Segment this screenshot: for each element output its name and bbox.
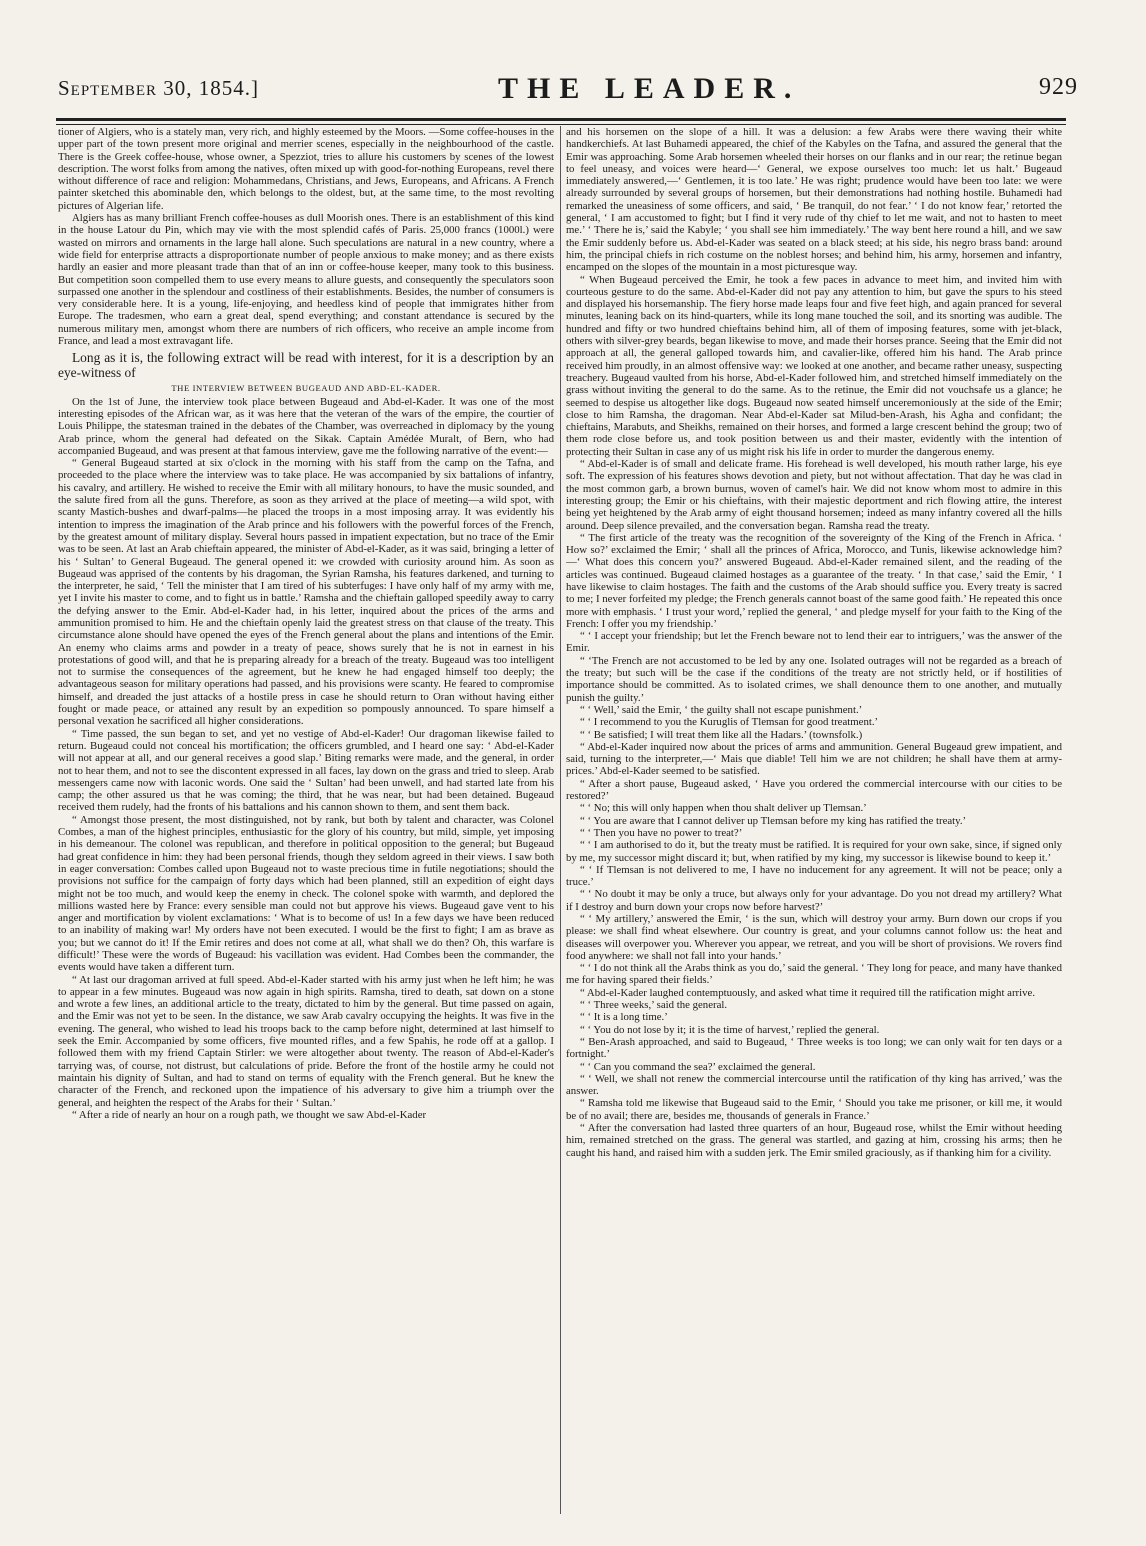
paragraph: “ ‘ Can you command the sea?’ exclaimed the general. (580, 1060, 816, 1073)
paragraph: “ The first article of the treaty was the recognition of the sovereignty of the King of the French in Africa. ‘ How so?’ exclaimed the Emir; ‘ shall all the princes of Africa, Morocco, and Tunis, likewise acknowledge him?—‘ What does this concern you?’ answered Bugeaud. Abd-el-Kader remained silent, and the reading of the articles was continued. Bugeaud claimed hostages as a guarantee of the treaty. ‘ In that case,’ said the Emir, ‘ I have likewise to claim hostages. The faith and the customs of the Arab should suffice you. Every treaty is sacred to me; I never forfeited my pledge; the French generals cannot boast of the same good faith.’ He repeated this once more with emphasis. ‘ I trust your word,’ replied the general, ‘ and pledge myself for your faith to the King of the French: I offer you my friendship.’ (566, 531, 1062, 630)
paragraph: “ ‘ You do not lose by it; it is the time of harvest,’ replied the general. (580, 1023, 880, 1036)
paragraph: “ ‘ My artillery,’ answered the Emir, ‘ is the sun, which will destroy your army. Burn down our crops if you please: we shall find wheat elsewhere. Our country is great, and your columns cannot follow us: the heat and diseases will overpower you. Wherever you appear, we retreat, and you will be short of provisions. We rovers find food anywhere: we shall not fall into your hands.’ (566, 913, 1062, 962)
newspaper-title: THE LEADER. (498, 72, 801, 105)
paragraph: “ Abd-el-Kader laughed contemptuously, and asked what time it required till the ratification might arrive. (580, 986, 1036, 999)
paragraph: “ ‘ Well, we shall not renew the commercial intercourse until the ratification of thy king has arrived,’ was the answer. (566, 1072, 1062, 1098)
left-column (58, 126, 554, 1516)
paragraph: “ ‘ I accept your friendship; but let the French beware not to lend their ear to intriguers,’ was the answer of the Emir. (566, 630, 1062, 655)
lead-paragraph: Long as it is, the following extract will be read with interest, for it is a description by an eye-witness of (58, 350, 554, 381)
paragraph: “ After the conversation had lasted three quarters of an hour, Bugeaud rose, whilst the Emir without heeding him, remained stretched on the grass. The general was startled, and gazing at him, crossing his arms; then he caught his hand, and raised him with a sudden jerk. The Emir smiled graciously, as if thanking him for a civility. (566, 1122, 1062, 1159)
paragraph: “ ‘The French are not accustomed to be led by any one. Isolated outrages will not be regarded as a breach of the treaty; but such will be the case if the conditions of the treaty are not strictly held, or if hostilities of importance should be committed. As to isolated crimes, we shall denounce them to one another, and mutually punish the guilty.’ (566, 654, 1062, 704)
paragraph: “ Ben-Arash approached, and said to Bugeaud, ‘ Three weeks is too long; we can only wait for ten days or a fortnight.’ (566, 1035, 1062, 1061)
paragraph: “ ‘ It is a long time.’ (580, 1011, 668, 1024)
paragraph: “ ‘ I do not think all the Arabs think as you do,’ said the general. ‘ They long for peace, and many have thanked me for having spared their fields.’ (566, 962, 1062, 987)
article-subheading: THE INTERVIEW BETWEEN BUGEAUD AND ABD-EL-KADER. (171, 383, 441, 394)
page-number: 929 (1039, 74, 1078, 100)
paragraph: “ ‘ No doubt it may be only a truce, but always only for your advantage. Do you not dread my artillery? What if I destroy and burn down your crops now before harvest?’ (566, 888, 1062, 913)
paragraph: “ When Bugeaud perceived the Emir, he took a few paces in advance to meet him, and invited him with courteous gesture to do the same. Abd-el-Kader did not pay any attention to him, but gave the spurs to his steed and displayed his horsemanship. The fiery horse made leaps four and five feet high, and again pranced for several minutes, leaning back on its hind-quarters, while its long mane touched the soil, and its snorting was audible. The hundred and fifty or two hundred chieftains behind him, all of them of imposing features, some with jet-black, others with silver-grey beards, began likewise to move, and made their horses prance. Seeing that the Emir did not approach at all, the general galloped towards him, and cavalier-like, offered him his hand. The Arab prince received him proudly, in an almost offensive way: we looked at one another, and became rather uneasy, suspecting treachery. Bugeaud vaulted from his horse, Abd-el-Kader followed him, and stretched himself immediately on the grass without inviting the general to do the same. As to the retinue, the Emir did not vouchsafe us a glance; he seemed to despise us altogether like dogs. Bugeaud now seated himself unceremoniously at the side of the Emir; close to him Ramsha, the dragoman. Near Abd-el-Kader sat Milud-ben-Arash, his Agha and confidant; the chieftains, Marabuts, and Sheikhs, remained on their horses, and formed a large crescent behind the group; two of them rode close before us, and took position between us and their master, evidently with the intention of protecting their Sultan in case any of us might risk his life in order to murder the dangerous enemy. (566, 273, 1062, 458)
paragraph: “ ‘ I am authorised to do it, but the treaty must be ratified. It is required for your own sake, since, if signed only by me, my successor might discard it; but, when ratified by my king, my successor is likewise bound to keep it.’ (566, 839, 1062, 864)
paragraph: “ Ramsha told me likewise that Bugeaud said to the Emir, ‘ Should you take me prisoner, or kill me, it would be of no avail; there are, besides me, thousands of generals in France.’ (566, 1097, 1062, 1122)
paragraph: Algiers has as many brilliant French coffee-houses as dull Moorish ones. There is an establishment of this kind in the house Latour du Pin, which may vie with the most splendid cafés of Paris. 25,000 francs (1000l.) were wasted on mirrors and ornaments in the large hall alone. Such speculations are natural in a new country, where a wide field for enterprise attracts a disproportionate number of people anxious to make money; and as there exists hardly an easier and more pleasant trade than that of an inn or coffee-house keeper, many took to this business. But competition soon compelled them to use every means to allure guests, and consequently the speculators soon surpassed one another in the splendour and costliness of their establishments. Besides, the number of consumers is very considerable here. It is a young, life-enjoying, and heedless kind of people that immigrates hither from Europe. The tradesmen, who earn a great deal, spend everything; and constant attendance is secured by the numerous military men, amongst whom there are numbers of rich officers, who receive an ample income from France, and lead a most extravagant life. (58, 212, 554, 348)
page-header (58, 72, 1078, 106)
paragraph: On the 1st of June, the interview took place between Bugeaud and Abd-el-Kader. It was one of the most interesting episodes of the African war, as it was here that the veteran of the wars of the empire, the courtier of Louis Philippe, the statesman trained in the debates of the Chamber, was overreached in diplomacy by the young Arab prince, whom the general had defeated on the Sikak. Captain Amédée Muralt, of Bern, who had accompanied Bugeaud, and was present at that famous interview, gave me the following narrative of the event:— (58, 395, 554, 457)
paragraph: “ ‘ No; this will only happen when thou shalt deliver up Tlemsan.’ (580, 802, 867, 815)
paragraph: “ Abd-el-Kader is of small and delicate frame. His forehead is well developed, his mouth rather large, his eye soft. The expression of his features shows devotion and piety, but not without affectation. That day he was clad in the most common garb, a brown burnus, woven of camel's hair. We did not know whom most to admire in this interesting group; the Emir or his chieftains, with their majestic deportment and rich flowing attire, the interest being yet heightened by the Arab army of eight thousand horsemen; indeed as many infantry covered all the hills around. Deep silence prevailed, and the conversation began. Ramsha read the treaty. (566, 458, 1062, 532)
paragraph: “ General Bugeaud started at six o'clock in the morning with his staff from the camp on the Tafna, and proceeded to the place where the interview was to take place. He was accompanied by six battalions of infantry, his cavalry, and artillery. He wished to receive the Emir with all military honours, to have the music sounded, and the salute fired from all the guns. Therefore, as soon as they arrived at the place of meeting—a wild spot, with scanty Mastich-bushes and dwarf-palms—he placed the troops in a most imposing array. It was evidently his intention to impress the imagination of the Arab prince and his followers with the powerful forces of the French, by the greatest amount of military display. Several hours passed in impatient expectation, but no trace of the Emir was to be seen. At last an Arab chieftain appeared, the minister of Abd-el-Kader, as it was said, bringing a letter of his ‘ Sultan’ to General Bugeaud. The general opened it: we crowded with curiosity around him. As soon as Bugeaud was apprised of the contents by his dragoman, the Syrian Ramsha, his features darkened, and turning to the interpreter, he said, ‘ Tell the minister that I am tired of his subterfuges: I have only half of my army with me, yet I invite his master to come, and to fight us in battle.’ Ramsha and the chieftain galloped speedily away to carry the defying answer to the Emir. Abd-el-Kader had, in his letter, inquired about the prices of the arms and ammunition promised to him. He and the chieftain openly laid the greatest stress on that clause of the treaty. This circumstance alone should have opened the eyes of the French general about the plans and intentions of the Emir. An enemy who claims arms and powder in a treaty of peace, shows surely that he is not in earnest in his protestations of good will, and that he is preparing already for a breach of the treaty. Bugeaud was too intelligent not to surmise the consequences of the agreement, but he knew he had engaged himself too deeply; the advantageous season for military operations had passed, and his provisions were scanty. He feared to compromise himself, and dreaded the just attacks of a hostile press in case he should return to Oran without having either fought or made peace, or attained any result by an expedition so pompously announced. To spare himself a personal vexation he sacrificed all higher considerations. (58, 457, 554, 728)
paragraph: tioner of Algiers, who is a stately man, very rich, and highly esteemed by the Moors. —Some coffee-houses in the upper part of the town present more original and merrier scenes, especially in the neighbourhood of the castle. There is the Greek coffee-house, whose owner, a Spezziot, tries to allure his customers by scenes of the lowest description. The worst folks from among the natives, often mixed up with good-for-nothing Europeans, revel there without difference of race and religion: Mohammedans, Christians, and Jews, Europeans, and Africans. A French painter sketched this abominable den, which belongs to the oldest, but, at the same time, to the most revolting pictures of Algerian life. (58, 126, 554, 212)
column-divider (560, 126, 561, 1514)
paragraph: “ Abd-el-Kader inquired now about the prices of arms and ammunition. General Bugeaud grew impatient, and said, turning to the interpreter,—‘ Mais que diable! Tell him we are not children; he shall have them at army-prices.’ Abd-el-Kader seemed to be satisfied. (566, 740, 1062, 778)
paragraph: “ ‘ If Tlemsan is not delivered to me, I have no inducement for any agreement. It will not be peace; only a truce.’ (566, 863, 1062, 889)
paragraph: and his horsemen on the slope of a hill. It was a delusion: a few Arabs were there waving their white handkerchiefs. At last Buhamedi appeared, the chief of the Kabyles on the Tafna, and assured the general that the Emir was approaching. Some Arab horsemen wheeled their horses on our flanks and in our rear; the retinue began to feel uneasy, and voices were heard—‘ General, we expose ourselves too much: let us halt.’ Bugeaud immediately answered,—‘ Gentlemen, it is too late.’ He was right; prudence would have been too late: we were already surrounded by several groups of horsemen, but their demonstrations had nothing hostile. Buhamedi had remarked the uneasiness of some officers, and said, ‘ Be tranquil, do not fear.’ ‘ I do not know fear,’ retorted the general, ‘ I am accustomed to fight; but I find it very rude of thy chief to let me wait, and not to hasten to meet me.’ ‘ There he is,’ said the Kabyle; ‘ you shall see him immediately.’ The way bent here round a hill, and we saw the Emir suddenly before us. Abd-el-Kader was seated on a black steed; at his side, his negro brass band: around him, the principal chiefs in rich costume on the noblest horses; and behind him, his army, horsemen and infantry, encamped on the slopes of the mountain in a most picturesque way. (566, 126, 1062, 274)
paragraph: “ After a ride of nearly an hour on a rough path, we thought we saw Abd-el-Kader (72, 1108, 427, 1121)
paragraph: “ After a short pause, Bugeaud asked, ‘ Have you ordered the commercial intercourse with our cities to be restored?’ (566, 777, 1062, 803)
paragraph: “ ‘ I recommend to you the Kuruglis of Tlemsan for good treatment.’ (580, 716, 879, 729)
right-column (566, 126, 1062, 1516)
paragraph: “ ‘ Well,’ said the Emir, ‘ the guilty shall not escape punishment.’ (580, 703, 863, 716)
paragraph: “ ‘ You are aware that I cannot deliver up Tlemsan before my king has ratified the treaty.’ (580, 814, 967, 827)
paragraph: “ ‘ Three weeks,’ said the general. (580, 999, 728, 1012)
paragraph: “ ‘ Be satisfied; I will treat them like all the Hadars.’ (townsfolk.) (580, 728, 863, 741)
paragraph: “ At last our dragoman arrived at full speed. Abd-el-Kader started with his army just when he left him; he was to appear in a few minutes. Bugeaud was now again in high spirits. Ramsha, tired to death, sat down on a stone and wrote a few lines, an additional article to the treaty, dictated to him by the general. But time passed on again, and the Emir was not yet to be seen. In the distance, we saw Arab cavalry occupying the heights. It was five in the evening. The general, who wished to lead his troops back to the camp before night, determined at last himself to seek the Emir. Accompanied by some officers, five mounted rifles, and a few Spahis, he rode off at a gallop. I followed them with my friend Captain Stirler: we were altogether about twenty. The reason of Abd-el-Kader's tarrying was, of course, not distrust, but calculations of pride. Before the front of the hostile army he could not maintain his dignity of Sultan, and had to stand on terms of equality with the French general. But he knew the character of the French, and reckoned upon the impatience of his adversary to give him a triumph over the general, and heighten the respect of the Arabs for their ‘ Sultan.’ (58, 973, 554, 1109)
issue-date: September 30, 1854.] (58, 76, 260, 100)
paragraph: “ ‘ Then you have no power to treat?’ (580, 826, 743, 839)
paragraph: “ Amongst those present, the most distinguished, not by rank, but both by talent and character, was Colonel Combes, a man of the highest principles, enthusiastic for the glory of his country, but mild, simple, yet imposing in his demeanour. The colonel was republican, and therefore in political opposition to the general; but Bugeaud had great confidence in him: they had been personal friends, though they seldom agreed in their views. I saw both in eager conversation: Combes called upon Bugeaud not to waste precious time in futile negotiations; should the provisions not suffice for the campaign of forty days which had been planned, still an expedition of eight days might not be too much, and would keep the enemy in check. The colonel spoke with warmth, and deplored the millions wasted here by France: every sensible man could not but approve his views. Bugeaud gave vent to his anger and mortification by violent exclamations: ‘ What is to become of us! In a few days we have been reduced to an inability of making war! My orders have not been executed. I would be the first to fight; I am as brave as you; but we cannot do it! If the Emir retires and does not come at all, what shall we do then? Oh, this warfare is difficult!’ These were the words of Bugeaud: his vacillation was evident. Had Combes been the commander, the events would have taken a different turn. (58, 813, 554, 974)
header-rule (56, 118, 1066, 125)
paragraph: “ Time passed, the sun began to set, and yet no vestige of Abd-el-Kader! Our dragoman likewise failed to return. Bugeaud could not conceal his mortification; the officers grumbled, and I heard one say: ‘ Abd-el-Kader will not appear at all, and our general receives a good slap.’ Biting remarks were made, and the general, in order not to hear them, and not to see the discontent expressed in all faces, lay down on the grass and tried to sleep. Arab messengers came now with laconic words. One said the ‘ Sultan’ had been unwell, and had started late from his camp; the other assured us that he was coming; the third, that he was near, but had been detained. Bugeaud received them rudely, had the fronts of his battalions and his cannon shown to them, and sent them back. (58, 727, 554, 814)
